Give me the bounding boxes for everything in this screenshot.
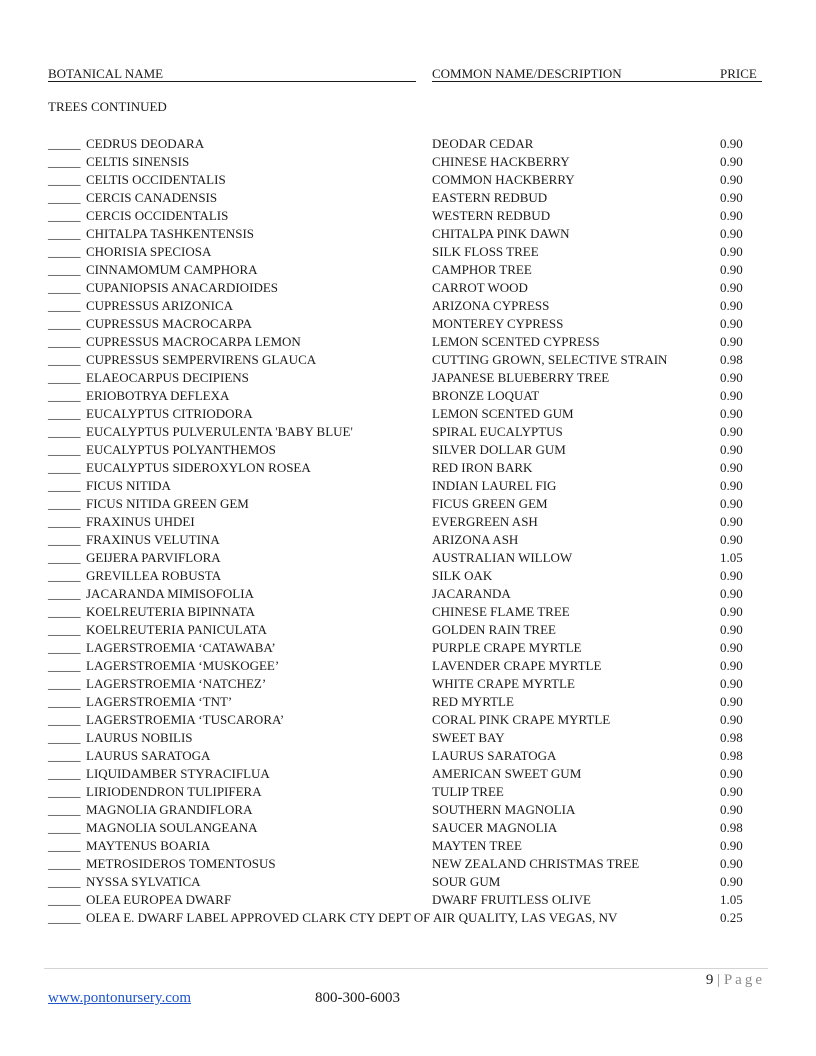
table-row [48, 513, 761, 531]
header-underline-right [432, 81, 762, 82]
price-value: 0.90 [720, 766, 743, 781]
common-name: SOUR GUM [432, 874, 501, 889]
botanical-name: FRAXINUS UHDEI [86, 514, 195, 529]
table-row [48, 585, 761, 603]
price-value: 1.05 [720, 550, 743, 565]
botanical-name: LAGERSTROEMIA ‘TUSCARORA’ [86, 712, 285, 727]
price-value: 0.90 [720, 460, 743, 475]
botanical-name: OLEA EUROPEA DWARF [86, 892, 232, 907]
table-row [48, 729, 761, 747]
botanical-name: LAURUS SARATOGA [86, 748, 211, 763]
common-name: SOUTHERN MAGNOLIA [432, 802, 576, 817]
table-row [48, 837, 761, 855]
botanical-name: FICUS NITIDA GREEN GEM [86, 496, 249, 511]
order-quantity-blank: _____ [48, 586, 81, 601]
price-value: 0.90 [720, 442, 743, 457]
table-row [48, 639, 761, 657]
price-value: 0.98 [720, 730, 743, 745]
common-name: SWEET BAY [432, 730, 505, 745]
price-value: 0.90 [720, 784, 743, 799]
botanical-name: FICUS NITIDA [86, 478, 171, 493]
table-row [48, 765, 761, 783]
common-name: CAMPHOR TREE [432, 262, 532, 277]
common-name: WHITE CRAPE MYRTLE [432, 676, 575, 691]
order-quantity-blank: _____ [48, 442, 81, 457]
price-value: 0.90 [720, 676, 743, 691]
order-quantity-blank: _____ [48, 244, 81, 259]
header-botanical-name: BOTANICAL NAME [48, 66, 164, 81]
order-quantity-blank: _____ [48, 460, 81, 475]
order-quantity-blank: _____ [48, 208, 81, 223]
order-quantity-blank: _____ [48, 334, 81, 349]
botanical-name: LAGERSTROEMIA ‘MUSKOGEE’ [86, 658, 280, 673]
botanical-name: METROSIDEROS TOMENTOSUS [86, 856, 276, 871]
price-value: 0.90 [720, 802, 743, 817]
page-label: Page [723, 972, 765, 988]
order-quantity-blank: _____ [48, 172, 81, 187]
common-name: AUSTRALIAN WILLOW [432, 550, 573, 565]
phone-number: 800-300-6003 [315, 990, 400, 1006]
price-value: 0.90 [720, 316, 743, 331]
price-value: 0.90 [720, 208, 743, 223]
common-name: CHINESE FLAME TREE [432, 604, 570, 619]
common-name: CHINESE HACKBERRY [432, 154, 570, 169]
botanical-name: CELTIS OCCIDENTALIS [86, 172, 226, 187]
table-row [48, 909, 761, 927]
botanical-name: CUPRESSUS ARIZONICA [86, 298, 234, 313]
price-value: 0.90 [720, 514, 743, 529]
common-name: PURPLE CRAPE MYRTLE [432, 640, 582, 655]
table-row [48, 675, 761, 693]
botanical-name: NYSSA SYLVATICA [86, 874, 201, 889]
common-name: COMMON HACKBERRY [432, 172, 575, 187]
header-price: PRICE [720, 66, 757, 81]
table-row [48, 495, 761, 513]
order-quantity-blank: _____ [48, 568, 81, 583]
order-quantity-blank: _____ [48, 604, 81, 619]
common-name: RED IRON BARK [432, 460, 533, 475]
botanical-name: CUPRESSUS SEMPERVIRENS GLAUCA [86, 352, 317, 367]
botanical-name: CINNAMOMUM CAMPHORA [86, 262, 258, 277]
table-row [48, 387, 761, 405]
order-quantity-blank: _____ [48, 388, 81, 403]
common-name: ARIZONA CYPRESS [432, 298, 550, 313]
price-value: 0.90 [720, 874, 743, 889]
page-separator: | [717, 972, 721, 988]
order-quantity-blank: _____ [48, 352, 81, 367]
price-value: 0.90 [720, 406, 743, 421]
order-quantity-blank: _____ [48, 766, 81, 781]
botanical-name: CUPANIOPSIS ANACARDIOIDES [86, 280, 279, 295]
order-quantity-blank: _____ [48, 856, 81, 871]
order-quantity-blank: _____ [48, 514, 81, 529]
common-name: LEMON SCENTED CYPRESS [432, 334, 600, 349]
botanical-name: EUCALYPTUS SIDEROXYLON ROSEA [86, 460, 311, 475]
section-title: TREES CONTINUED [48, 99, 167, 114]
botanical-name: EUCALYPTUS POLYANTHEMOS [86, 442, 276, 457]
table-row [48, 693, 761, 711]
price-value: 0.90 [720, 154, 743, 169]
price-value: 0.98 [720, 352, 743, 367]
table-row [48, 567, 761, 585]
order-quantity-blank: _____ [48, 280, 81, 295]
order-quantity-blank: _____ [48, 550, 81, 565]
table-row [48, 855, 761, 873]
table-row [48, 423, 761, 441]
common-name: LAURUS SARATOGA [432, 748, 557, 763]
order-quantity-blank: _____ [48, 154, 81, 169]
order-quantity-blank: _____ [48, 676, 81, 691]
order-quantity-blank: _____ [48, 298, 81, 313]
common-name: RED MYRTLE [432, 694, 514, 709]
price-value: 0.90 [720, 838, 743, 853]
botanical-name: CELTIS SINENSIS [86, 154, 190, 169]
botanical-name: LAGERSTROEMIA ‘CATAWABA’ [86, 640, 276, 655]
common-name: CORAL PINK CRAPE MYRTLE [432, 712, 611, 727]
table-row [48, 405, 761, 423]
common-name: DEODAR CEDAR [432, 136, 534, 151]
order-quantity-blank: _____ [48, 424, 81, 439]
price-value: 0.90 [720, 604, 743, 619]
column-header [48, 66, 761, 81]
table-row [48, 801, 761, 819]
botanical-name: MAGNOLIA GRANDIFLORA [86, 802, 253, 817]
price-value: 0.90 [720, 586, 743, 601]
table-row [48, 531, 761, 549]
botanical-name: LAGERSTROEMIA ‘TNT’ [86, 694, 233, 709]
botanical-name: KOELREUTERIA PANICULATA [86, 622, 267, 637]
botanical-name: FRAXINUS VELUTINA [86, 532, 220, 547]
table-row [48, 279, 761, 297]
botanical-name: CERCIS OCCIDENTALIS [86, 208, 229, 223]
order-quantity-blank: _____ [48, 658, 81, 673]
price-value: 0.90 [720, 262, 743, 277]
table-row [48, 171, 761, 189]
common-name: EVERGREEN ASH [432, 514, 538, 529]
table-row [48, 747, 761, 765]
order-quantity-blank: _____ [48, 370, 81, 385]
order-quantity-blank: _____ [48, 802, 81, 817]
common-name: CHITALPA PINK DAWN [432, 226, 570, 241]
table-row [48, 549, 761, 567]
common-name: JAPANESE BLUEBERRY TREE [432, 370, 610, 385]
price-value: 1.05 [720, 892, 743, 907]
table-row [48, 711, 761, 729]
order-quantity-blank: _____ [48, 316, 81, 331]
botanical-name: KOELREUTERIA BIPINNATA [86, 604, 256, 619]
table-row [48, 153, 761, 171]
price-value: 0.25 [720, 910, 743, 925]
table-row [48, 621, 761, 639]
order-quantity-blank: _____ [48, 406, 81, 421]
order-quantity-blank: _____ [48, 496, 81, 511]
table-row [48, 441, 761, 459]
botanical-name: LIRIODENDRON TULIPIFERA [86, 784, 262, 799]
order-quantity-blank: _____ [48, 190, 81, 205]
common-name: JACARANDA [432, 586, 511, 601]
botanical-name: LAURUS NOBILIS [86, 730, 193, 745]
botanical-name: CHORISIA SPECIOSA [86, 244, 212, 259]
common-name: CARROT WOOD [432, 280, 528, 295]
plant-list [48, 135, 761, 927]
footer-divider [44, 968, 768, 969]
common-name: SAUCER MAGNOLIA [432, 820, 558, 835]
common-name: AMERICAN SWEET GUM [432, 766, 582, 781]
price-value: 0.90 [720, 424, 743, 439]
table-row [48, 369, 761, 387]
botanical-name: CHITALPA TASHKENTENSIS [86, 226, 255, 241]
common-name: TULIP TREE [432, 784, 504, 799]
botanical-name: CUPRESSUS MACROCARPA [86, 316, 253, 331]
common-name: DWARF FRUITLESS OLIVE [432, 892, 591, 907]
order-quantity-blank: _____ [48, 820, 81, 835]
price-value: 0.90 [720, 172, 743, 187]
common-name: LAVENDER CRAPE MYRTLE [432, 658, 602, 673]
common-name: SILK OAK [432, 568, 493, 583]
botanical-name: GREVILLEA ROBUSTA [86, 568, 222, 583]
price-value: 0.90 [720, 244, 743, 259]
botanical-name: CEDRUS DEODARA [86, 136, 205, 151]
price-value: 0.90 [720, 370, 743, 385]
botanical-name: ERIOBOTRYA DEFLEXA [86, 388, 230, 403]
botanical-name: LIQUIDAMBER STYRACIFLUA [86, 766, 270, 781]
order-quantity-blank: _____ [48, 748, 81, 763]
table-row [48, 261, 761, 279]
header-underline-left [48, 81, 416, 82]
table-row [48, 207, 761, 225]
price-value: 0.90 [720, 568, 743, 583]
table-row [48, 333, 761, 351]
table-row [48, 189, 761, 207]
table-row [48, 459, 761, 477]
table-row [48, 783, 761, 801]
common-name: CUTTING GROWN, SELECTIVE STRAIN [432, 352, 668, 367]
common-name: WESTERN REDBUD [432, 208, 551, 223]
order-quantity-blank: _____ [48, 136, 81, 151]
website-link[interactable]: www.pontonursery.com [48, 990, 192, 1006]
order-quantity-blank: _____ [48, 694, 81, 709]
header-common-name: COMMON NAME/DESCRIPTION [432, 66, 622, 81]
price-value: 0.90 [720, 712, 743, 727]
table-row [48, 135, 761, 153]
common-name: INDIAN LAUREL FIG [432, 478, 557, 493]
botanical-name: MAGNOLIA SOULANGEANA [86, 820, 258, 835]
common-name: NEW ZEALAND CHRISTMAS TREE [432, 856, 640, 871]
botanical-name: CUPRESSUS MACROCARPA LEMON [86, 334, 301, 349]
table-row [48, 657, 761, 675]
botanical-name: JACARANDA MIMISOFOLIA [86, 586, 254, 601]
order-quantity-blank: _____ [48, 910, 81, 925]
page-number-value: 9 [705, 972, 714, 988]
table-row [48, 873, 761, 891]
table-row [48, 477, 761, 495]
common-name: BRONZE LOQUAT [432, 388, 540, 403]
price-value: 0.90 [720, 856, 743, 871]
order-quantity-blank: _____ [48, 532, 81, 547]
table-row [48, 243, 761, 261]
price-value: 0.90 [720, 694, 743, 709]
price-value: 0.90 [720, 226, 743, 241]
price-value: 0.98 [720, 748, 743, 763]
order-quantity-blank: _____ [48, 226, 81, 241]
order-quantity-blank: _____ [48, 712, 81, 727]
common-name: SILVER DOLLAR GUM [432, 442, 566, 457]
price-value: 0.90 [720, 658, 743, 673]
price-value: 0.90 [720, 622, 743, 637]
table-row [48, 225, 761, 243]
table-row [48, 819, 761, 837]
botanical-name: EUCALYPTUS CITRIODORA [86, 406, 253, 421]
common-name: GOLDEN RAIN TREE [432, 622, 556, 637]
order-quantity-blank: _____ [48, 892, 81, 907]
order-quantity-blank: _____ [48, 640, 81, 655]
common-name: MAYTEN TREE [432, 838, 522, 853]
price-value: 0.90 [720, 388, 743, 403]
botanical-name: GEIJERA PARVIFLORA [86, 550, 221, 565]
order-quantity-blank: _____ [48, 262, 81, 277]
common-name: SPIRAL EUCALYPTUS [432, 424, 563, 439]
table-row [48, 315, 761, 333]
common-name: MONTEREY CYPRESS [432, 316, 564, 331]
botanical-name: OLEA E. DWARF LABEL APPROVED CLARK CTY DEPT OF AIR QUALITY, LAS VEGAS, NV [86, 910, 618, 925]
price-value: 0.90 [720, 190, 743, 205]
order-quantity-blank: _____ [48, 784, 81, 799]
table-row [48, 603, 761, 621]
price-value: 0.90 [720, 496, 743, 511]
table-row [48, 351, 761, 369]
botanical-name: ELAEOCARPUS DECIPIENS [86, 370, 249, 385]
order-quantity-blank: _____ [48, 874, 81, 889]
common-name: ARIZONA ASH [432, 532, 519, 547]
common-name: SILK FLOSS TREE [432, 244, 539, 259]
table-row [48, 891, 761, 909]
botanical-name: MAYTENUS BOARIA [86, 838, 211, 853]
price-value: 0.90 [720, 298, 743, 313]
common-name: LEMON SCENTED GUM [432, 406, 574, 421]
botanical-name: EUCALYPTUS PULVERULENTA 'BABY BLUE' [86, 424, 353, 439]
botanical-name: LAGERSTROEMIA ‘NATCHEZ’ [86, 676, 267, 691]
price-value: 0.90 [720, 478, 743, 493]
price-value: 0.98 [720, 820, 743, 835]
order-quantity-blank: _____ [48, 478, 81, 493]
price-value: 0.90 [720, 136, 743, 151]
price-value: 0.90 [720, 640, 743, 655]
price-value: 0.90 [720, 532, 743, 547]
botanical-name: CERCIS CANADENSIS [86, 190, 218, 205]
table-row [48, 297, 761, 315]
page-number [706, 972, 765, 989]
price-value: 0.90 [720, 334, 743, 349]
common-name: EASTERN REDBUD [432, 190, 548, 205]
order-quantity-blank: _____ [48, 730, 81, 745]
price-value: 0.90 [720, 280, 743, 295]
order-quantity-blank: _____ [48, 622, 81, 637]
common-name: FICUS GREEN GEM [432, 496, 548, 511]
order-quantity-blank: _____ [48, 838, 81, 853]
